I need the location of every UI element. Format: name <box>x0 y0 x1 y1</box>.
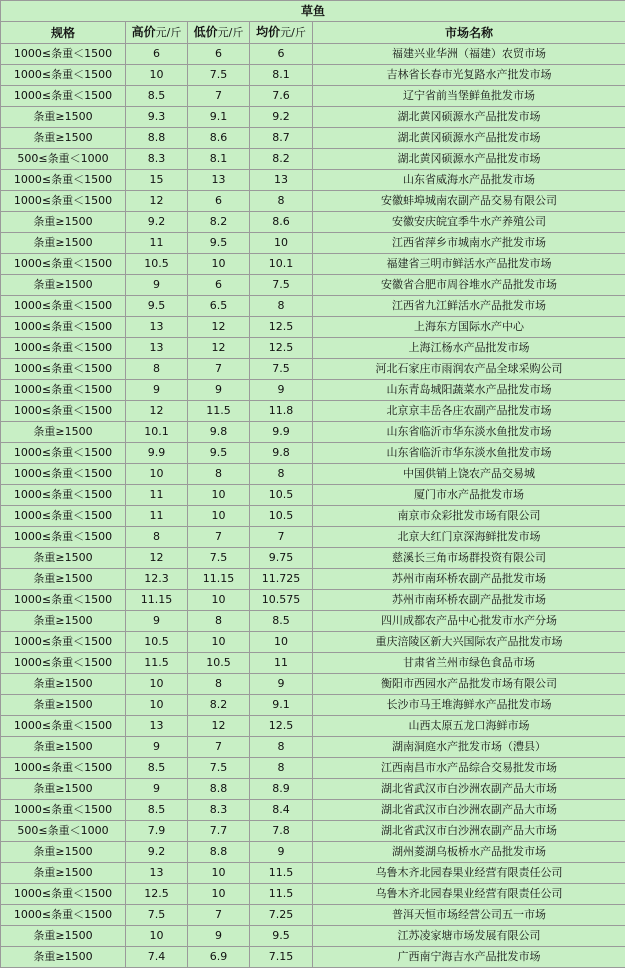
table-row <box>1 401 625 422</box>
cell-spec: 1000≤条重＜1500 <box>1 758 126 779</box>
cell-low: 7 <box>188 737 250 758</box>
cell-spec: 1000≤条重＜1500 <box>1 590 126 611</box>
table-row <box>1 674 625 695</box>
table-row <box>1 863 625 884</box>
cell-high: 10.5 <box>126 632 188 653</box>
cell-low: 9 <box>188 380 250 401</box>
cell-high: 13 <box>126 863 188 884</box>
cell-high: 7.4 <box>126 947 188 968</box>
cell-high: 9 <box>126 380 188 401</box>
table-row <box>1 149 625 170</box>
cell-avg: 11.5 <box>250 884 313 905</box>
cell-avg: 9.1 <box>250 695 313 716</box>
cell-low: 10 <box>188 863 250 884</box>
cell-high: 12 <box>126 191 188 212</box>
table-row <box>1 65 625 86</box>
cell-high: 12.5 <box>126 884 188 905</box>
cell-low: 8.1 <box>188 149 250 170</box>
cell-spec: 1000≤条重＜1500 <box>1 191 126 212</box>
cell-market: 湖北省武汉市白沙洲农副产品大市场 <box>313 800 625 821</box>
table-row <box>1 611 625 632</box>
cell-spec: 条重≥1500 <box>1 569 126 590</box>
header-row <box>1 22 625 44</box>
cell-high: 10.1 <box>126 422 188 443</box>
cell-high: 11 <box>126 506 188 527</box>
cell-avg: 9.8 <box>250 443 313 464</box>
cell-avg: 8.9 <box>250 779 313 800</box>
header-low-unit: 元/斤 <box>217 26 244 39</box>
header-low <box>188 22 250 44</box>
table-row <box>1 254 625 275</box>
cell-high: 7.5 <box>126 905 188 926</box>
table-row <box>1 632 625 653</box>
table-row <box>1 170 625 191</box>
cell-spec: 1000≤条重＜1500 <box>1 401 126 422</box>
cell-high: 9.9 <box>126 443 188 464</box>
cell-high: 11.5 <box>126 653 188 674</box>
cell-high: 10 <box>126 65 188 86</box>
cell-low: 7 <box>188 527 250 548</box>
cell-low: 8.2 <box>188 212 250 233</box>
cell-high: 15 <box>126 170 188 191</box>
cell-low: 8.2 <box>188 695 250 716</box>
cell-low: 8 <box>188 674 250 695</box>
cell-avg: 10 <box>250 233 313 254</box>
header-high-label: 高价 <box>131 25 156 39</box>
cell-spec: 条重≥1500 <box>1 548 126 569</box>
cell-high: 10 <box>126 926 188 947</box>
cell-high: 13 <box>126 338 188 359</box>
table-row <box>1 779 625 800</box>
cell-spec: 条重≥1500 <box>1 737 126 758</box>
cell-high: 8 <box>126 359 188 380</box>
table-row <box>1 296 625 317</box>
cell-spec: 条重≥1500 <box>1 947 126 968</box>
cell-high: 9.3 <box>126 107 188 128</box>
cell-low: 9 <box>188 926 250 947</box>
cell-high: 11.15 <box>126 590 188 611</box>
cell-avg: 7.6 <box>250 86 313 107</box>
cell-high: 9.2 <box>126 212 188 233</box>
cell-spec: 1000≤条重＜1500 <box>1 380 126 401</box>
cell-market: 山东省临沂市华东淡水鱼批发市场 <box>313 443 625 464</box>
table-row <box>1 737 625 758</box>
cell-avg: 10.5 <box>250 485 313 506</box>
table-row <box>1 275 625 296</box>
cell-spec: 1000≤条重＜1500 <box>1 317 126 338</box>
cell-high: 12.3 <box>126 569 188 590</box>
cell-market: 山西太原五龙口海鲜市场 <box>313 716 625 737</box>
cell-spec: 1000≤条重＜1500 <box>1 86 126 107</box>
table-row <box>1 569 625 590</box>
table-row <box>1 821 625 842</box>
cell-high: 10 <box>126 695 188 716</box>
cell-market: 江苏凌家塘市场发展有限公司 <box>313 926 625 947</box>
cell-high: 8.5 <box>126 758 188 779</box>
table-row <box>1 422 625 443</box>
table-row <box>1 107 625 128</box>
cell-market: 苏州市南环桥农副产品批发市场 <box>313 569 625 590</box>
cell-spec: 1000≤条重＜1500 <box>1 44 126 65</box>
cell-market: 江西南昌市水产品综合交易批发市场 <box>313 758 625 779</box>
cell-low: 8 <box>188 611 250 632</box>
cell-low: 8.8 <box>188 779 250 800</box>
cell-spec: 1000≤条重＜1500 <box>1 170 126 191</box>
table-row <box>1 926 625 947</box>
table-row <box>1 590 625 611</box>
cell-spec: 1000≤条重＜1500 <box>1 296 126 317</box>
header-avg <box>250 22 313 44</box>
cell-avg: 8.7 <box>250 128 313 149</box>
cell-high: 7.9 <box>126 821 188 842</box>
cell-market: 南京市众彩批发市场有限公司 <box>313 506 625 527</box>
cell-spec: 1000≤条重＜1500 <box>1 905 126 926</box>
cell-avg: 9 <box>250 674 313 695</box>
cell-avg: 12.5 <box>250 716 313 737</box>
cell-low: 10 <box>188 506 250 527</box>
table-row <box>1 443 625 464</box>
table-row <box>1 506 625 527</box>
cell-market: 普洱天恒市场经营公司五一市场 <box>313 905 625 926</box>
cell-market: 安徽安庆皖宜季牛水产养殖公司 <box>313 212 625 233</box>
cell-spec: 条重≥1500 <box>1 212 126 233</box>
cell-low: 6.9 <box>188 947 250 968</box>
cell-market: 山东青岛城阳蔬菜水产品批发市场 <box>313 380 625 401</box>
header-high-unit: 元/斤 <box>155 26 182 39</box>
cell-low: 8.3 <box>188 800 250 821</box>
cell-avg: 9 <box>250 380 313 401</box>
cell-market: 江西省九江鲜活水产品批发市场 <box>313 296 625 317</box>
table-row <box>1 800 625 821</box>
cell-high: 12 <box>126 548 188 569</box>
cell-market: 湖北黄冈硕源水产品批发市场 <box>313 128 625 149</box>
cell-market: 北京京丰岳各庄农副产品批发市场 <box>313 401 625 422</box>
cell-market: 辽宁省前当堡鲜鱼批发市场 <box>313 86 625 107</box>
cell-spec: 条重≥1500 <box>1 779 126 800</box>
cell-market: 慈溪长三角市场群投资有限公司 <box>313 548 625 569</box>
cell-high: 13 <box>126 317 188 338</box>
cell-avg: 8 <box>250 758 313 779</box>
table-row <box>1 758 625 779</box>
cell-low: 7.5 <box>188 548 250 569</box>
title-row <box>1 1 625 22</box>
cell-avg: 6 <box>250 44 313 65</box>
cell-spec: 条重≥1500 <box>1 128 126 149</box>
cell-high: 11 <box>126 233 188 254</box>
cell-market: 甘肃省兰州市绿色食品市场 <box>313 653 625 674</box>
cell-avg: 12.5 <box>250 338 313 359</box>
cell-avg: 8.4 <box>250 800 313 821</box>
cell-spec: 1000≤条重＜1500 <box>1 800 126 821</box>
cell-low: 11.15 <box>188 569 250 590</box>
cell-low: 7.5 <box>188 758 250 779</box>
header-avg-label: 均价 <box>256 25 281 39</box>
cell-low: 9.1 <box>188 107 250 128</box>
header-avg-unit: 元/斤 <box>280 26 306 39</box>
cell-avg: 7.15 <box>250 947 313 968</box>
cell-avg: 10.1 <box>250 254 313 275</box>
table-row <box>1 947 625 968</box>
cell-market: 北京大红门京深海鲜批发市场 <box>313 527 625 548</box>
table-row <box>1 485 625 506</box>
cell-market: 湖北黄冈硕源水产品批发市场 <box>313 107 625 128</box>
table-row <box>1 464 625 485</box>
cell-spec: 条重≥1500 <box>1 233 126 254</box>
cell-spec: 条重≥1500 <box>1 863 126 884</box>
cell-spec: 1000≤条重＜1500 <box>1 884 126 905</box>
cell-spec: 条重≥1500 <box>1 611 126 632</box>
cell-low: 10.5 <box>188 653 250 674</box>
cell-spec: 条重≥1500 <box>1 842 126 863</box>
cell-spec: 1000≤条重＜1500 <box>1 254 126 275</box>
cell-avg: 11.5 <box>250 863 313 884</box>
table-row <box>1 380 625 401</box>
cell-high: 8.3 <box>126 149 188 170</box>
cell-low: 8.6 <box>188 128 250 149</box>
cell-market: 乌鲁木齐北园春果业经营有限责任公司 <box>313 884 625 905</box>
cell-market: 重庆涪陵区新大兴国际农产品批发市场 <box>313 632 625 653</box>
cell-market: 安徽蚌埠城南农副产品交易有限公司 <box>313 191 625 212</box>
header-spec: 规格 <box>1 22 126 44</box>
header-market: 市场名称 <box>313 22 625 44</box>
cell-high: 8.8 <box>126 128 188 149</box>
cell-market: 福建省三明市鲜活水产品批发市场 <box>313 254 625 275</box>
cell-market: 安徽省合肥市周谷堆水产品批发市场 <box>313 275 625 296</box>
cell-low: 6.5 <box>188 296 250 317</box>
table-row <box>1 233 625 254</box>
table-row <box>1 212 625 233</box>
cell-spec: 1000≤条重＜1500 <box>1 485 126 506</box>
cell-market: 湖州菱湖乌板桥水产品批发市场 <box>313 842 625 863</box>
cell-avg: 7 <box>250 527 313 548</box>
cell-high: 9 <box>126 779 188 800</box>
cell-market: 吉林省长春市光复路水产批发市场 <box>313 65 625 86</box>
cell-spec: 条重≥1500 <box>1 695 126 716</box>
cell-low: 10 <box>188 485 250 506</box>
table-row <box>1 128 625 149</box>
cell-avg: 10 <box>250 632 313 653</box>
cell-low: 8 <box>188 464 250 485</box>
table-row <box>1 359 625 380</box>
cell-spec: 1000≤条重＜1500 <box>1 338 126 359</box>
cell-spec: 1000≤条重＜1500 <box>1 359 126 380</box>
cell-low: 10 <box>188 632 250 653</box>
header-low-label: 低价 <box>193 25 218 39</box>
cell-spec: 条重≥1500 <box>1 674 126 695</box>
cell-low: 10 <box>188 254 250 275</box>
cell-low: 12 <box>188 317 250 338</box>
cell-low: 11.5 <box>188 401 250 422</box>
cell-high: 13 <box>126 716 188 737</box>
cell-market: 乌鲁木齐北园春果业经营有限责任公司 <box>313 863 625 884</box>
header-high <box>126 22 188 44</box>
cell-avg: 11 <box>250 653 313 674</box>
cell-low: 7 <box>188 86 250 107</box>
cell-high: 8 <box>126 527 188 548</box>
cell-avg: 9 <box>250 842 313 863</box>
cell-avg: 8 <box>250 191 313 212</box>
cell-avg: 9.75 <box>250 548 313 569</box>
cell-low: 9.5 <box>188 233 250 254</box>
table-title: 草鱼 <box>1 1 625 22</box>
cell-high: 9 <box>126 611 188 632</box>
cell-spec: 1000≤条重＜1500 <box>1 65 126 86</box>
cell-low: 7.5 <box>188 65 250 86</box>
cell-avg: 9.5 <box>250 926 313 947</box>
cell-spec: 500≤条重＜1000 <box>1 149 126 170</box>
table-row <box>1 905 625 926</box>
cell-spec: 1000≤条重＜1500 <box>1 653 126 674</box>
cell-high: 6 <box>126 44 188 65</box>
cell-spec: 500≤条重＜1000 <box>1 821 126 842</box>
cell-avg: 8.2 <box>250 149 313 170</box>
cell-market: 山东省威海水产品批发市场 <box>313 170 625 191</box>
cell-avg: 7.8 <box>250 821 313 842</box>
cell-high: 10 <box>126 674 188 695</box>
cell-avg: 8 <box>250 737 313 758</box>
cell-low: 10 <box>188 884 250 905</box>
cell-market: 厦门市水产品批发市场 <box>313 485 625 506</box>
cell-spec: 1000≤条重＜1500 <box>1 716 126 737</box>
cell-low: 6 <box>188 44 250 65</box>
table-row <box>1 317 625 338</box>
table-row <box>1 527 625 548</box>
cell-spec: 条重≥1500 <box>1 422 126 443</box>
cell-low: 8.8 <box>188 842 250 863</box>
cell-avg: 7.25 <box>250 905 313 926</box>
cell-high: 9.2 <box>126 842 188 863</box>
cell-market: 福建兴业华洲（福建）农贸市场 <box>313 44 625 65</box>
cell-high: 8.5 <box>126 86 188 107</box>
cell-low: 9.5 <box>188 443 250 464</box>
cell-high: 8.5 <box>126 800 188 821</box>
cell-market: 长沙市马王堆海鲜水产品批发市场 <box>313 695 625 716</box>
table-row <box>1 842 625 863</box>
cell-market: 上海东方国际水产中心 <box>313 317 625 338</box>
cell-market: 上海江杨水产品批发市场 <box>313 338 625 359</box>
cell-high: 9 <box>126 737 188 758</box>
table-body <box>1 44 625 968</box>
table-row <box>1 191 625 212</box>
cell-low: 7.7 <box>188 821 250 842</box>
table-row <box>1 695 625 716</box>
cell-spec: 1000≤条重＜1500 <box>1 527 126 548</box>
table-row <box>1 653 625 674</box>
table-row <box>1 716 625 737</box>
cell-low: 7 <box>188 905 250 926</box>
cell-avg: 10.5 <box>250 506 313 527</box>
cell-avg: 8.6 <box>250 212 313 233</box>
cell-low: 6 <box>188 275 250 296</box>
cell-avg: 11.725 <box>250 569 313 590</box>
cell-avg: 10.575 <box>250 590 313 611</box>
cell-high: 10.5 <box>126 254 188 275</box>
cell-avg: 13 <box>250 170 313 191</box>
cell-market: 衡阳市西园水产品批发市场有限公司 <box>313 674 625 695</box>
cell-spec: 1000≤条重＜1500 <box>1 506 126 527</box>
cell-low: 13 <box>188 170 250 191</box>
cell-avg: 12.5 <box>250 317 313 338</box>
cell-avg: 7.5 <box>250 359 313 380</box>
cell-spec: 1000≤条重＜1500 <box>1 464 126 485</box>
cell-spec: 条重≥1500 <box>1 107 126 128</box>
cell-spec: 条重≥1500 <box>1 926 126 947</box>
cell-low: 7 <box>188 359 250 380</box>
table-row <box>1 548 625 569</box>
cell-spec: 条重≥1500 <box>1 275 126 296</box>
cell-market: 苏州市南环桥农副产品批发市场 <box>313 590 625 611</box>
cell-low: 10 <box>188 590 250 611</box>
table-row <box>1 86 625 107</box>
cell-avg: 11.8 <box>250 401 313 422</box>
cell-high: 12 <box>126 401 188 422</box>
cell-avg: 8 <box>250 296 313 317</box>
table-row <box>1 338 625 359</box>
table-row <box>1 884 625 905</box>
cell-market: 河北石家庄市雨润农产品全球采购公司 <box>313 359 625 380</box>
cell-spec: 1000≤条重＜1500 <box>1 632 126 653</box>
cell-avg: 8.5 <box>250 611 313 632</box>
cell-avg: 9.9 <box>250 422 313 443</box>
cell-market: 广西南宁海吉水产品批发市场 <box>313 947 625 968</box>
cell-low: 12 <box>188 338 250 359</box>
table-row <box>1 44 625 65</box>
cell-high: 9.5 <box>126 296 188 317</box>
cell-high: 11 <box>126 485 188 506</box>
cell-market: 中国供销上饶农产品交易城 <box>313 464 625 485</box>
cell-market: 四川成都农产品中心批发市水产分场 <box>313 611 625 632</box>
cell-low: 12 <box>188 716 250 737</box>
cell-market: 湖北省武汉市白沙洲农副产品大市场 <box>313 821 625 842</box>
cell-avg: 9.2 <box>250 107 313 128</box>
cell-market: 湖北黄冈硕源水产品批发市场 <box>313 149 625 170</box>
cell-spec: 1000≤条重＜1500 <box>1 443 126 464</box>
cell-market: 山东省临沂市华东淡水鱼批发市场 <box>313 422 625 443</box>
cell-avg: 8.1 <box>250 65 313 86</box>
cell-low: 6 <box>188 191 250 212</box>
cell-avg: 7.5 <box>250 275 313 296</box>
cell-high: 10 <box>126 464 188 485</box>
cell-market: 湖南洞庭水产批发市场（澧县） <box>313 737 625 758</box>
cell-avg: 8 <box>250 464 313 485</box>
cell-high: 9 <box>126 275 188 296</box>
cell-market: 湖北省武汉市白沙洲农副产品大市场 <box>313 779 625 800</box>
cell-low: 9.8 <box>188 422 250 443</box>
cell-market: 江西省萍乡市城南水产批发市场 <box>313 233 625 254</box>
